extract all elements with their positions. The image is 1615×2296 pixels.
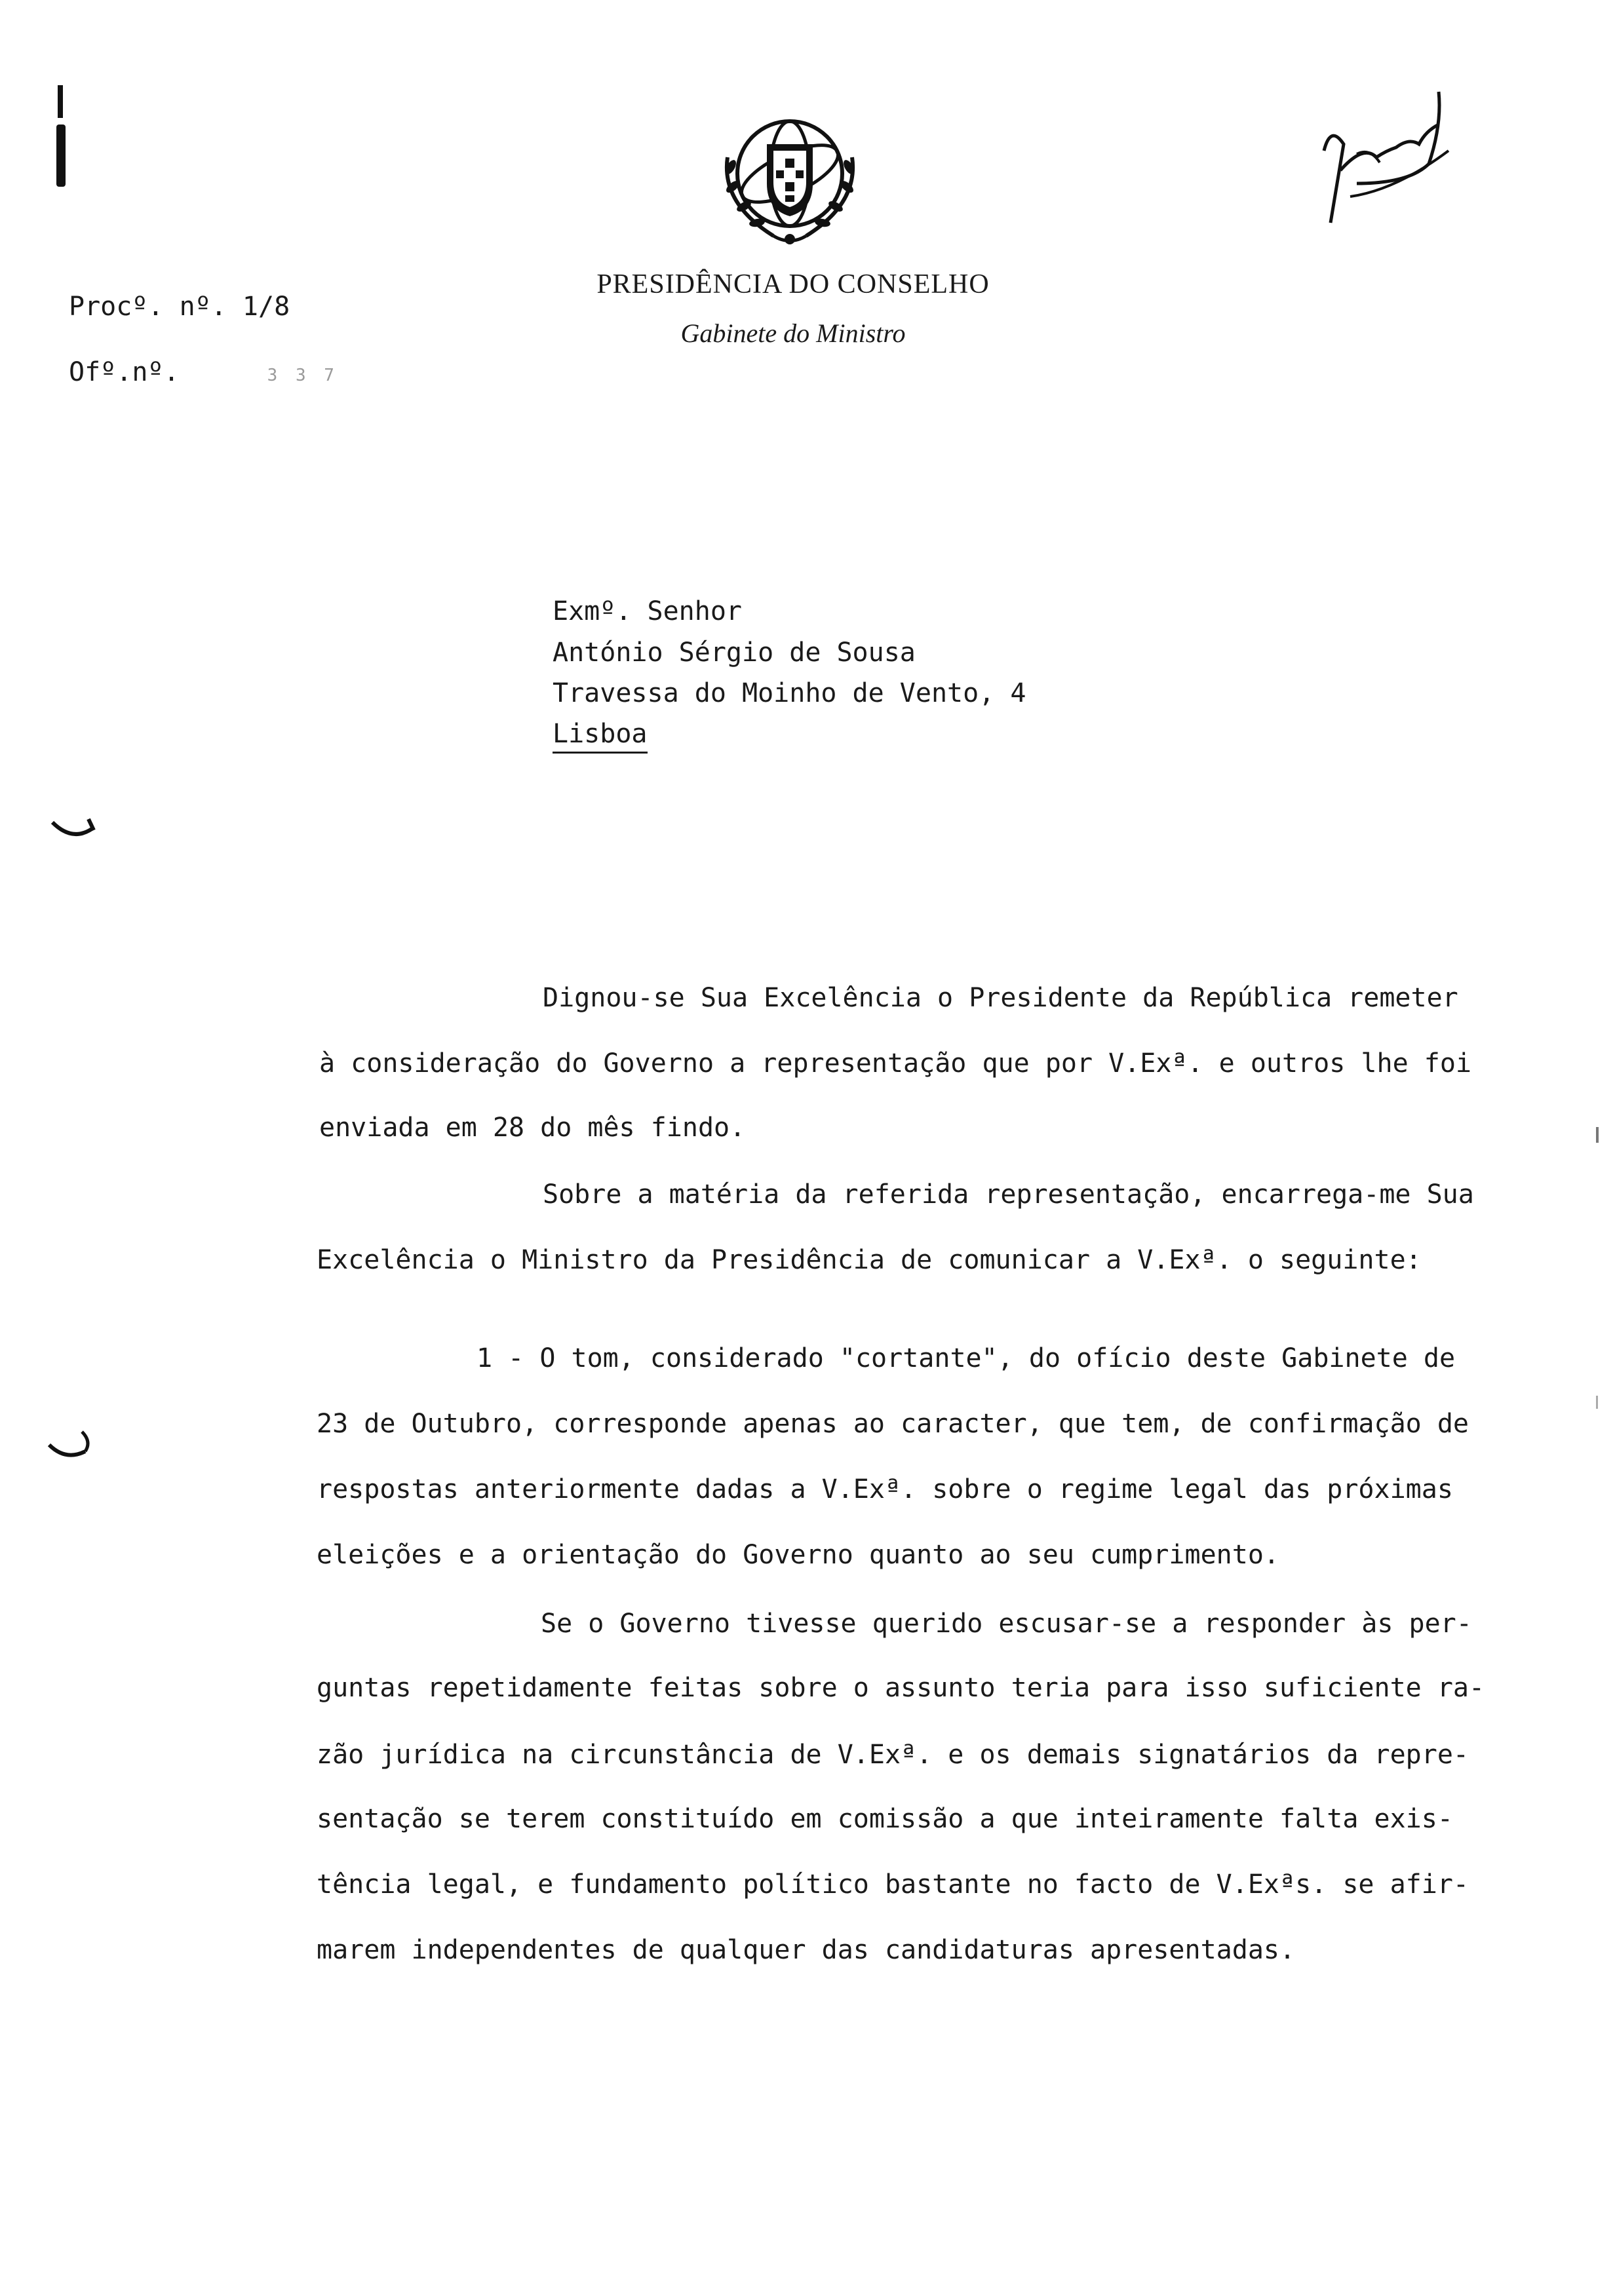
text-line: Dignou-se Sua Excelência o Presidente da República remeter [543,983,1458,1013]
recipient-name: António Sérgio de Sousa [553,638,916,668]
text-line: tência legal, e fundamento político bastante no facto de V.Exªs. se afir- [317,1869,1469,1900]
text-line: Excelência o Ministro da Presidência de comunicar a V.Exª. o seguinte: [317,1245,1422,1275]
institution-name: PRESIDÊNCIA DO CONSELHO [596,269,990,299]
text-line: Sobre a matéria da referida representação, encarrega-me Sua [543,1179,1474,1210]
oficio-reference [69,354,338,394]
oficio-number: 3 3 7 [267,366,338,385]
text-line: enviada em 28 do mês findo. [319,1113,746,1143]
margin-mark [49,816,102,851]
text-line: guntas repetidamente feitas sobre o assunto teria para isso suficiente ra- [317,1673,1485,1703]
text-line: respostas anteriormente dadas a V.Exª. sobre o regime legal das próximas [317,1474,1453,1504]
text-line: 23 de Outubro, corresponde apenas ao caracter, que tem, de confirmação de [317,1409,1469,1439]
recipient-street: Travessa do Moinho de Vento, 4 [553,678,1026,708]
handwritten-initials [1311,85,1462,236]
recipient-salutation: Exmº. Senhor [553,596,742,626]
text-line: marem independentes de qualquer das candidaturas apresentadas. [317,1935,1296,1965]
process-label: Procº. nº. [69,292,227,322]
margin-mark [46,1428,98,1470]
edge-mark [1596,1396,1598,1409]
oficio-label: Ofº.nº. [69,357,180,387]
coat-of-arms-emblem [708,105,872,256]
office-name: Gabinete do Ministro [680,318,906,348]
edge-mark [1596,1127,1599,1143]
text-line: 1 - O tom, considerado "cortante", do ofício deste Gabinete de [477,1343,1456,1373]
text-line: Se o Governo tivesse querido escusar-se a responder às per- [541,1609,1472,1639]
text-line: sentação se terem constituído em comissão a que inteiramente falta exis- [317,1804,1453,1834]
process-number: 1/8 [242,292,290,322]
recipient-city [553,716,648,752]
text-line: à consideração do Governo a representação que por V.Exª. e outros lhe foi [319,1048,1471,1079]
binding-mark [54,85,68,190]
text-line: zão jurídica na circunstância de V.Exª. e os demais signatários da repre- [317,1740,1469,1770]
recipient-city-text: Lisboa [553,719,648,754]
process-reference [69,288,290,325]
text-line: eleições e a orientação do Governo quanto ao seu cumprimento. [317,1540,1280,1570]
